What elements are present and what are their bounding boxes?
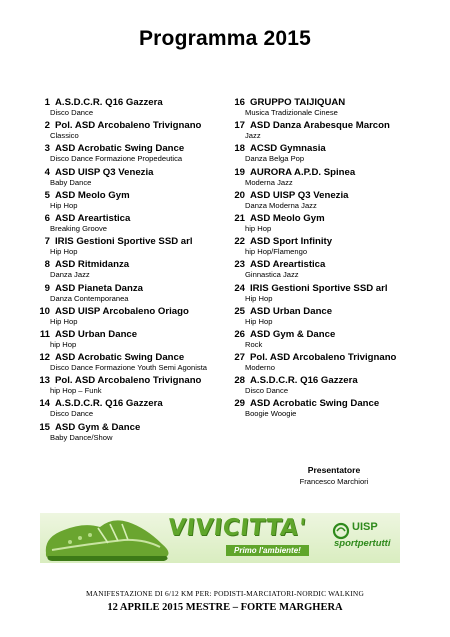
item-number: 29 [234,398,245,410]
item-name: A.S.D.C.R. Q16 Gazzera [55,97,163,108]
program-item [231,167,431,190]
program-item [36,329,236,352]
item-number: 7 [44,236,50,248]
presenter-name: Francesco Marchiori [299,477,369,486]
item-number: 3 [44,143,50,155]
program-item [36,120,236,143]
item-number: 27 [234,352,245,364]
program-item [36,213,236,236]
item-number: 26 [234,328,245,340]
item-number: 8 [44,259,50,271]
item-style: hip Hop [50,339,77,349]
item-style: Danza Belga Pop [245,154,305,164]
item-number: 23 [234,259,245,271]
item-number: 13 [39,375,50,387]
item-number: 28 [234,375,245,387]
item-number: 12 [39,352,50,364]
item-style: Disco Dance [50,409,94,419]
item-style: Ginnastica Jazz [245,270,299,280]
item-style: Danza Moderna Jazz [245,200,317,210]
item-style: hip Hop – Funk [50,386,102,396]
program-item [231,375,431,398]
item-name: ACSD Gymnasia [250,143,326,155]
program-item [36,306,236,329]
item-style: Hip Hop [245,316,273,326]
item-name: ASD Urban Dance [55,328,138,340]
item-style: Hip Hop [50,316,78,326]
item-name: ASD Meolo Gym [250,212,325,224]
item-style: Musica Tradizionale Cinese [245,108,338,117]
item-name: ASD Pianeta Danza [55,282,143,294]
event-description: MANIFESTAZIONE DI 6/12 KM PER: PODISTI-MARCIATORI-NORDIC WALKING [86,589,364,598]
program-item [36,283,236,306]
item-name: Pol. ASD Arcobaleno Trivignano [55,375,202,387]
item-name: ASD UISP Q3 Venezia [55,166,154,178]
item-style: Hip Hop [50,200,78,210]
item-name: ASD Gym & Dance [250,328,336,340]
item-style: Moderno [245,363,275,373]
item-number: 9 [44,282,50,294]
item-name: ASD Meolo Gym [55,189,130,201]
item-style: hip Hop [245,223,272,233]
item-style: Disco Dance [50,108,94,117]
item-name: Pol. ASD Arcobaleno Trivignano [250,352,397,364]
item-number: 10 [39,305,50,317]
program-item [36,352,236,375]
item-style: Disco Dance Formazione Youth Semi Agonista [50,363,208,373]
item-name: ASD Areartistica [55,212,131,224]
item-number: 11 [39,328,50,340]
sportpertutti-text: sportpertutti [334,538,391,549]
item-name: ASD UISP Q3 Venezia [250,189,349,201]
program-item [36,97,236,120]
item-name: ASD Gym & Dance [55,421,141,433]
page-title: Programma 2015 [138,27,312,50]
item-number: 21 [234,212,245,224]
program-list-right [231,97,431,422]
item-name: ASD UISP Arcobaleno Oriago [55,305,189,317]
item-name: IRIS Gestioni Sportive SSD arl [250,282,388,294]
item-number: 17 [234,120,245,132]
item-name: ASD Acrobatic Swing Dance [55,143,185,155]
program-item [36,259,236,282]
item-style: Hip Hop [245,293,273,303]
item-number: 20 [234,189,245,201]
item-name: ASD Sport Infinity [250,236,333,248]
program-list-left [36,97,236,445]
program-item [36,375,236,398]
item-number: 6 [44,212,50,224]
item-style: Disco Dance Formazione Propedeutica [50,154,183,164]
item-number: 1 [44,97,50,108]
item-number: 24 [234,282,245,294]
presenter-label: Presentatore [307,465,361,475]
item-style: Baby Dance/Show [50,432,113,442]
item-number: 19 [234,166,245,178]
item-number: 4 [44,166,50,178]
program-item [231,398,431,421]
item-name: IRIS Gestioni Sportive SSD arl [55,236,193,248]
program-item [231,236,431,259]
banner-tagline: Primo l'ambiente! [226,545,309,556]
item-style: Jazz [245,131,261,141]
vivicitta-banner [40,513,400,563]
item-name: ASD Urban Dance [250,305,333,317]
program-item [36,167,236,190]
program-item [231,190,431,213]
item-style: Danza Jazz [50,270,90,280]
program-item [36,236,236,259]
item-style: Moderna Jazz [245,177,293,187]
item-style: Classico [50,131,79,141]
item-name: AURORA A.P.D. Spinea [250,166,356,178]
item-name: ASD Acrobatic Swing Dance [250,398,380,410]
item-number: 15 [39,421,50,433]
item-number: 18 [234,143,245,155]
item-name: A.S.D.C.R. Q16 Gazzera [55,398,163,410]
program-item [36,190,236,213]
program-item [231,352,431,375]
item-style: Danza Contemporanea [50,293,129,303]
item-number: 14 [39,398,50,410]
item-style: Rock [245,339,263,349]
item-style: hip Hop/Flamengo [245,247,308,257]
item-name: GRUPPO TAIJIQUAN [250,97,346,108]
item-number: 25 [234,305,245,317]
item-style: Disco Dance [245,386,289,396]
running-shoe-icon [40,513,175,563]
item-name: ASD Danza Arabesque Marcon [250,120,390,132]
event-date-location: 12 APRILE 2015 MESTRE – FORTE MARGHERA [107,602,343,613]
item-style: Boogie Woogie [245,409,297,419]
item-name: Pol. ASD Arcobaleno Trivignano [55,120,202,132]
item-number: 5 [44,189,50,201]
uisp-text: UISP [352,521,378,533]
item-style: Breaking Groove [50,223,107,233]
program-item [231,329,431,352]
item-name: ASD Acrobatic Swing Dance [55,352,185,364]
program-item [231,97,431,120]
item-number: 22 [234,236,245,248]
item-number: 2 [44,120,50,132]
vivicitta-logo-text: VIVICITTA' [166,515,308,541]
item-name: ASD Areartistica [250,259,326,271]
program-item [36,143,236,166]
program-item [231,213,431,236]
program-item [231,143,431,166]
item-name: ASD Ritmidanza [55,259,130,271]
program-item [36,398,236,421]
item-style: Hip Hop [50,247,78,257]
item-number: 16 [234,97,245,108]
program-item [231,283,431,306]
item-style: Baby Dance [50,177,92,187]
program-item [231,306,431,329]
program-item [231,259,431,282]
item-name: A.S.D.C.R. Q16 Gazzera [250,375,358,387]
program-item [231,120,431,143]
program-item [36,422,236,445]
presenter-block [279,464,389,487]
